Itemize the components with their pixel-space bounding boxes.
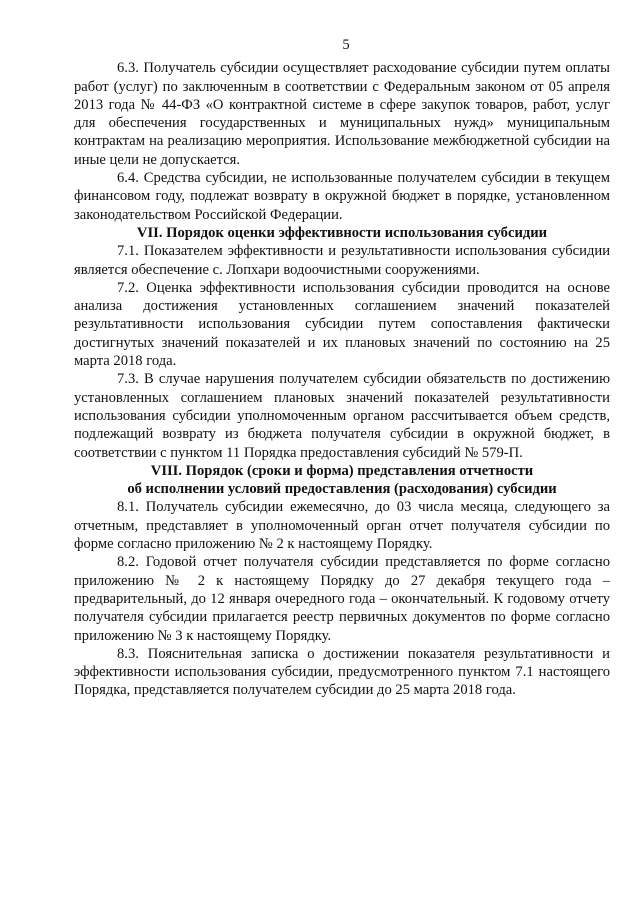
section-8-title-line-2: об исполнении условий предоставления (расходования) субсидии bbox=[127, 481, 557, 498]
paragraph-7-1: 7.1. Показателем эффективности и результативности использования субсидии является обеспечение с. Лопхари водоочистными сооружениями. bbox=[74, 243, 610, 278]
section-8-title bbox=[74, 462, 610, 499]
section-7-title: VII. Порядок оценки эффективности использования субсидии bbox=[136, 224, 548, 241]
paragraph-8-2: 8.2. Годовой отчет получателя субсидии представляется по форме согласно приложению № 2 к настоящему Порядку до 27 декабря текущего года – предварительный, до 12 января очередного года – окончательный. К годовому отчету получателя субсидии прилагается реестр первичных документов по форме согласно приложению № 3 к настоящему Порядку. bbox=[74, 554, 610, 644]
paragraph-7-3: 7.3. В случае нарушения получателем субсидии обязательств по достижению установленных соглашением плановых значений показателей результативности использования субсидии уполномоченным органом рассчитывается объем средств, подлежащий возврату из бюджета получателя субсидии в окружной бюджет, в соответствии с пунктом 11 Порядка предоставления субсидий № 579-П. bbox=[74, 371, 610, 461]
section-8-title-line-1: VIII. Порядок (сроки и форма) представления отчетности bbox=[150, 462, 534, 479]
paragraph-8-1: 8.1. Получатель субсидии ежемесячно, до 03 числа месяца, следующего за отчетным, представляет в уполномоченный орган отчет получателя субсидии по форме согласно приложению № 2 к настоящему Порядку. bbox=[74, 499, 610, 553]
page-number: 5 bbox=[342, 37, 350, 53]
paragraph-6-3: 6.3. Получатель субсидии осуществляет расходование субсидии путем оплаты работ (услуг) по заключенным в соответствии с Федеральным законом от 05 апреля 2013 года № 44-ФЗ «О контрактной системе в сфере закупок товаров, работ, услуг для обеспечения государственных и муниципальных нужд» муниципальным контрактам на реализацию мероприятия. Использование межбюджетной субсидии на иные цели не допускается. bbox=[74, 60, 610, 168]
paragraph-6-4: 6.4. Средства субсидии, не использованные получателем субсидии в текущем финансовом году, подлежат возврату в окружной бюджет в порядке, установленном законодательством Российской Федерации. bbox=[74, 170, 610, 223]
paragraph-7-2: 7.2. Оценка эффективности использования субсидии проводится на основе анализа достижения установленных соглашением значений показателей результативности использования субсидии путем сопоставления фактически достигнутых значений показателей и их плановых значений по состоянию на 25 марта 2018 года. bbox=[74, 279, 610, 370]
paragraph-8-3: 8.3. Пояснительная записка о достижении показателя результативности и эффективности использования субсидии, предусмотренного пунктом 7.1 настоящего Порядка, представляется получателем субсидии до 25 марта 2018 года. bbox=[74, 645, 610, 699]
